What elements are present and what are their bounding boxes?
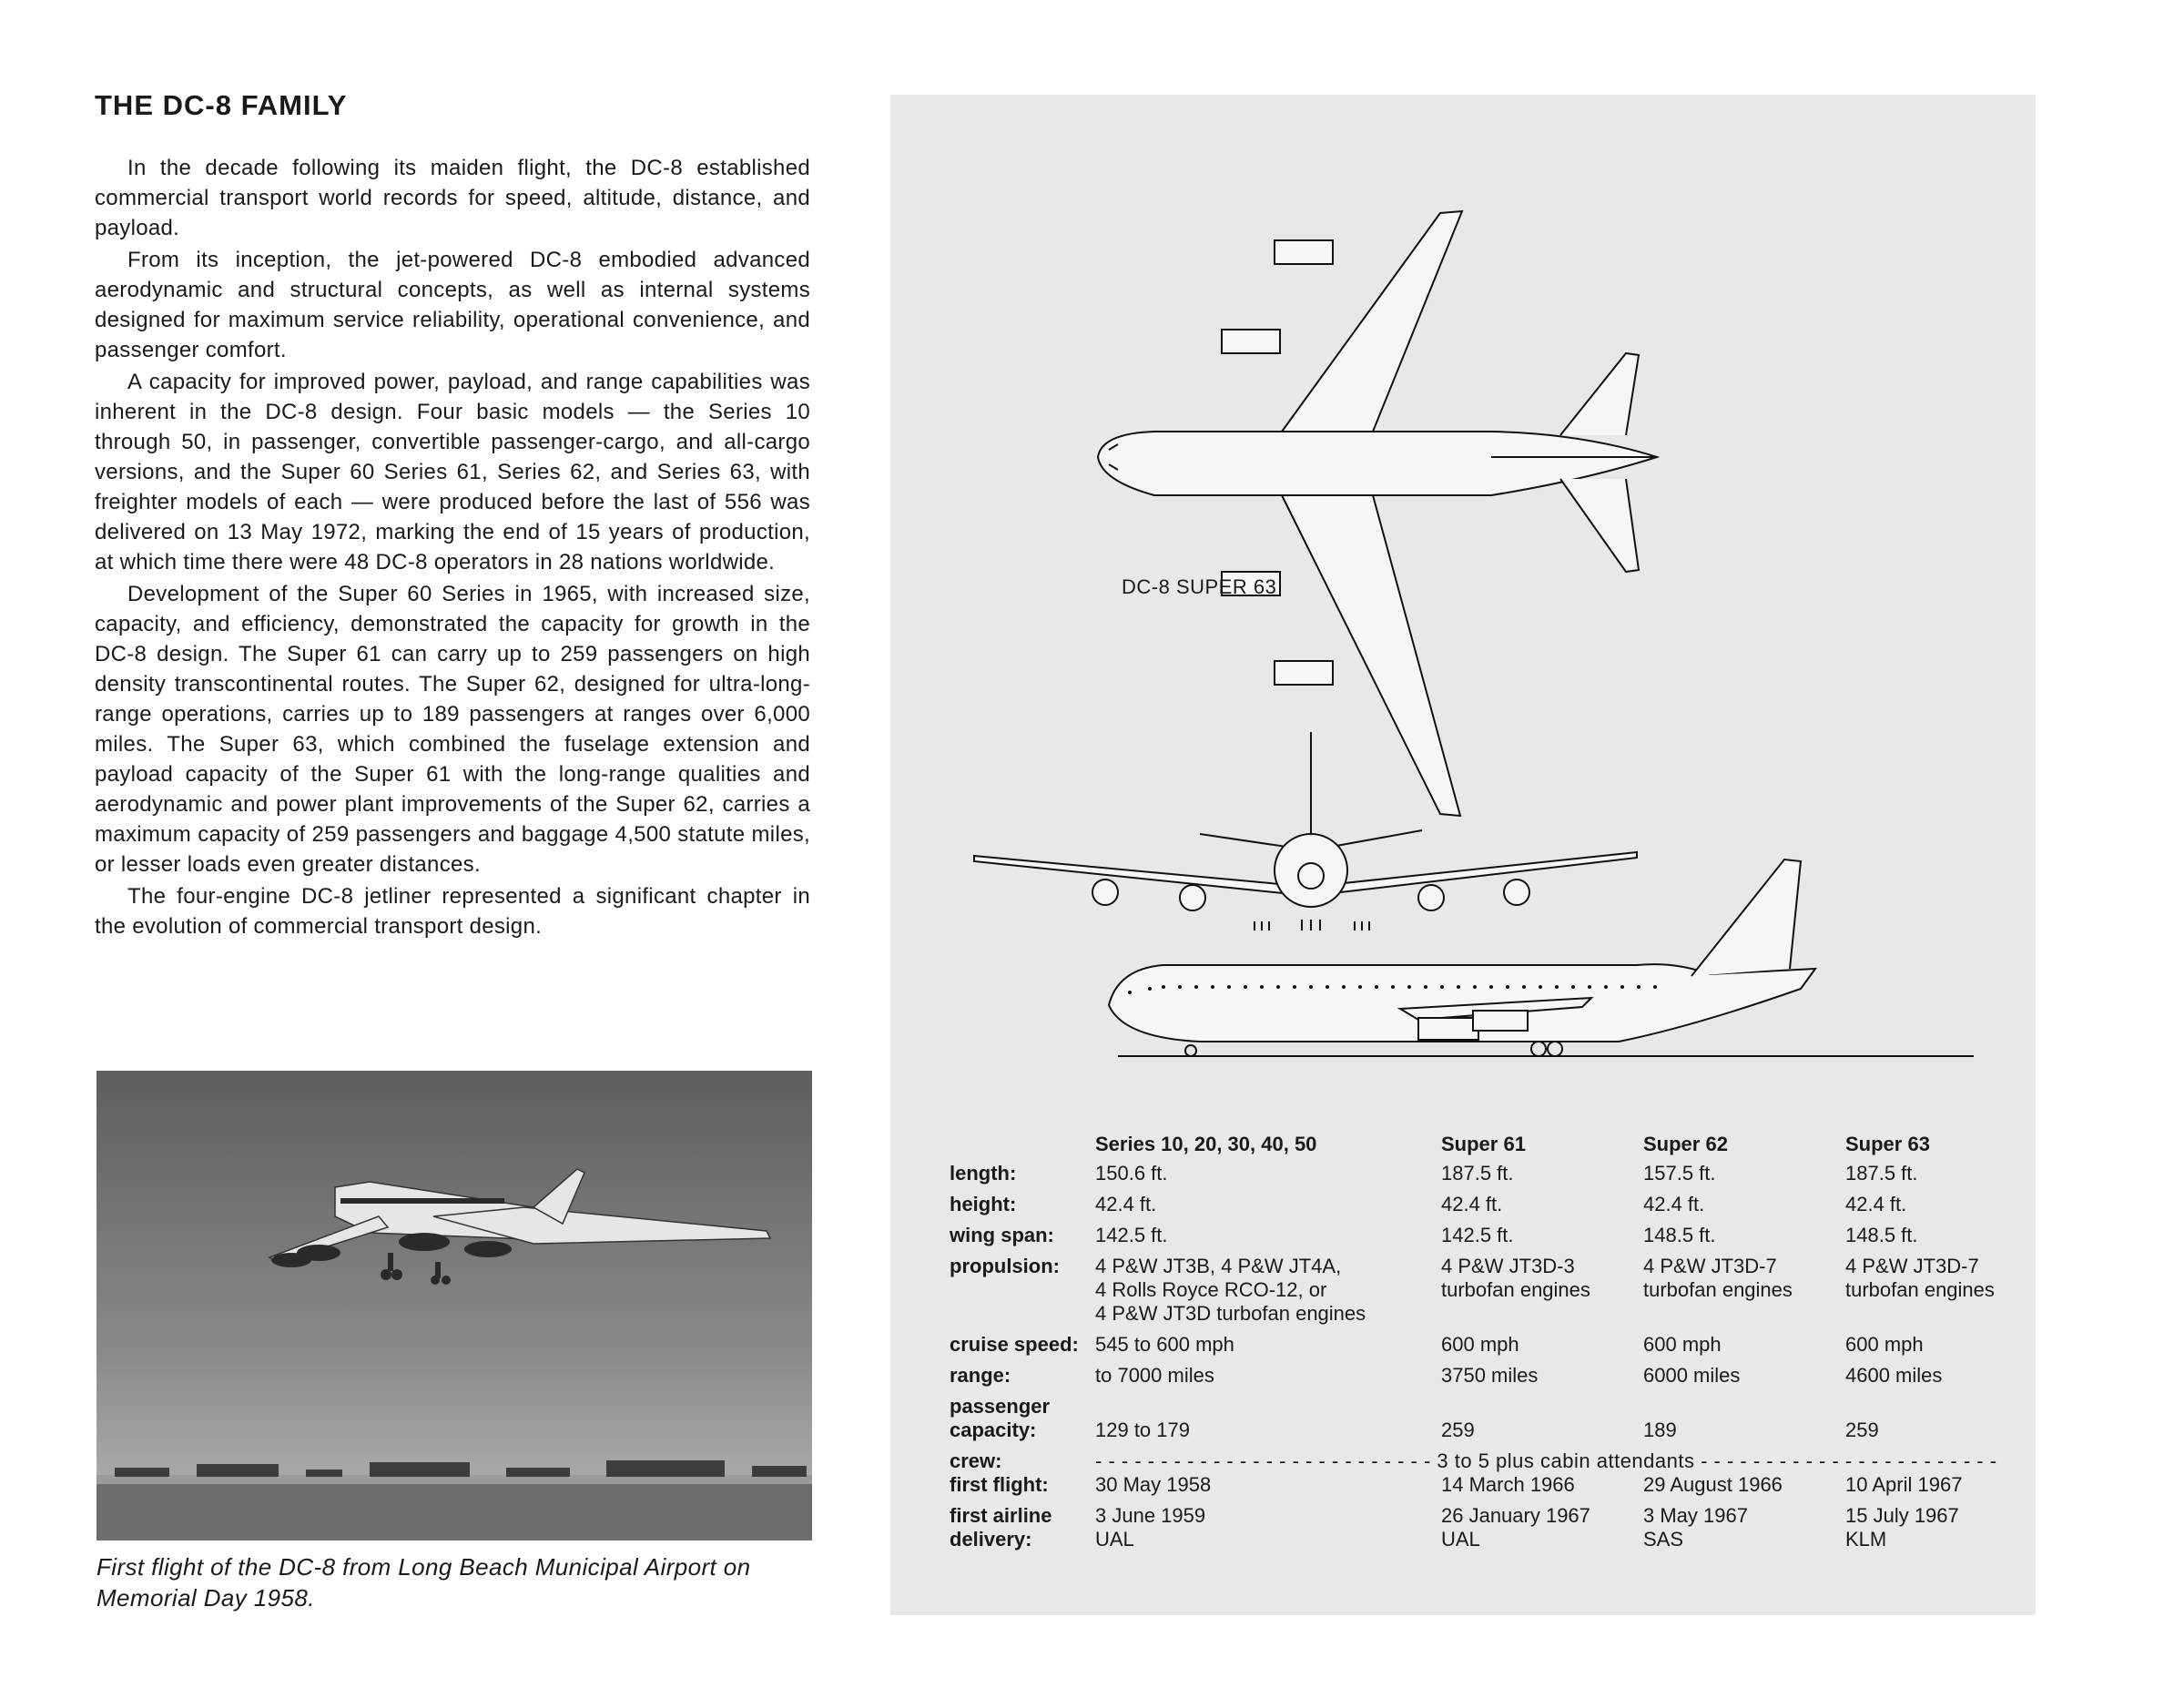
row-label: crew: (950, 1449, 1002, 1472)
spec-row (950, 1333, 2027, 1364)
spec-cell: 129 to 179 (1095, 1419, 1190, 1441)
spec-cell: 600 mph (1643, 1333, 1722, 1356)
row-label: cruise speed: (950, 1333, 1079, 1356)
spec-row (950, 1193, 2027, 1224)
spec-cell: 545 to 600 mph (1095, 1333, 1234, 1356)
row-label: height: (950, 1193, 1017, 1215)
spec-header-row (950, 1133, 2027, 1162)
spec-row (950, 1255, 2027, 1333)
row-label: first flight: (950, 1473, 1049, 1496)
spec-rows (950, 1162, 2027, 1449)
spec-cell: 148.5 ft. (1643, 1224, 1716, 1246)
spec-row (950, 1162, 2027, 1193)
spec-cell: 4 P&W JT3D-7 turbofan engines (1845, 1255, 1995, 1301)
spec-row (950, 1364, 2027, 1395)
spec-cell: 600 mph (1441, 1333, 1519, 1356)
row-label: range: (950, 1364, 1011, 1387)
article-column (95, 89, 810, 943)
crew-value: - - - - - - - - - - - - - - - - - - - - - - - - - - 3 to 5 plus cabin attendants - - - - - - - - - - - - - - - - - - - - - - - (1095, 1449, 1997, 1472)
col-header-super62: Super 62 (1643, 1133, 1728, 1155)
spec-cell: to 7000 miles (1095, 1364, 1214, 1387)
engine-2 (1222, 330, 1280, 353)
spec-cell: 26 January 1967 UAL (1441, 1504, 1590, 1551)
side-engine-1 (1418, 1018, 1478, 1040)
spec-cell: 148.5 ft. (1845, 1224, 1918, 1246)
spec-cell: 259 (1845, 1419, 1879, 1441)
spec-cell: 187.5 ft. (1845, 1162, 1918, 1185)
spec-cell: 150.6 ft. (1095, 1162, 1168, 1185)
spec-cell: 3 June 1959 UAL (1095, 1504, 1206, 1551)
spec-cell: 189 (1643, 1419, 1677, 1441)
spec-cell: 142.5 ft. (1441, 1224, 1514, 1246)
row-label: wing span: (950, 1224, 1054, 1246)
spec-cell: 29 August 1966 (1643, 1473, 1783, 1496)
spec-cell: 157.5 ft. (1643, 1162, 1716, 1185)
spec-table (950, 1133, 2027, 1559)
row-label: first airline delivery: (950, 1504, 1052, 1551)
spec-cell: 4 P&W JT3D-7 turbofan engines (1643, 1255, 1793, 1301)
spec-row-crew (950, 1449, 2027, 1473)
spec-cell: 6000 miles (1643, 1364, 1741, 1387)
photo-caption: First flight of the DC-8 from Long Beach Municipal Airport on Memorial Day 1958. (97, 1553, 751, 1612)
engine-1 (1275, 240, 1333, 264)
spec-cell: 15 July 1967 KLM (1845, 1504, 1959, 1551)
drawing-label: DC-8 SUPER 63 (1122, 575, 1277, 598)
spec-cell: 4 P&W JT3D-3 turbofan engines (1441, 1255, 1590, 1301)
top-stab-upper (1560, 353, 1639, 435)
spec-cell: 600 mph (1845, 1333, 1924, 1356)
spec-cell: 42.4 ft. (1095, 1193, 1157, 1215)
spec-cell: 3750 miles (1441, 1364, 1539, 1387)
spec-cell: 42.4 ft. (1845, 1193, 1907, 1215)
spec-cell: 187.5 ft. (1441, 1162, 1514, 1185)
front-engine-1 (1092, 880, 1118, 905)
spec-panel (890, 95, 2036, 1615)
side-engine-2 (1473, 1011, 1528, 1031)
paragraph-2: From its inception, the jet-powered DC-8 embodied advanced aerodynamic and structural concepts, as well as internal systems designed for maximum service reliability, operational convenience, and passenger comfort. (95, 248, 810, 362)
row-label: passenger capacity: (950, 1395, 1051, 1441)
top-wing-lower (1282, 495, 1460, 816)
spec-row (950, 1224, 2027, 1255)
spec-row (950, 1504, 2027, 1559)
spec-cell: 42.4 ft. (1441, 1193, 1503, 1215)
side-fin (1691, 859, 1801, 976)
front-engine-3 (1418, 885, 1444, 910)
spec-cell: 30 May 1958 (1095, 1473, 1212, 1496)
paragraph-1: In the decade following its maiden flight, the DC-8 established commercial transport world records for speed, altitude, distance, and payload. (95, 156, 810, 240)
paragraph-3: A capacity for improved power, payload, and range capabilities was inherent in the DC-8 design. Four basic models — the Series 10 through 50, in passenger, convertible passenger-cargo, and all-cargo versions, and the Super 60 Series 61, Series 62, and Series 63, with freighter models of each — were produced before the last of 556 was delivered on 13 May 1972, marking the end of 15 years of production, at which time there were 48 DC-8 operators in 28 nations worldwide. (95, 370, 810, 575)
front-engine-4 (1504, 880, 1529, 905)
spec-cell: 259 (1441, 1419, 1475, 1441)
spec-rows-delivery (950, 1473, 2027, 1559)
front-engine-2 (1180, 885, 1205, 910)
article-title: THE DC-8 FAMILY (95, 89, 348, 121)
spec-cell: 4 P&W JT3B, 4 P&W JT4A, 4 Rolls Royce RCO-12, or 4 P&W JT3D turbofan engines (1095, 1255, 1366, 1325)
col-header-series: Series 10, 20, 30, 40, 50 (1095, 1133, 1317, 1155)
spec-cell: 42.4 ft. (1643, 1193, 1705, 1215)
three-view-drawing (890, 95, 2036, 1124)
engine-4 (1275, 661, 1333, 685)
spec-cell: 14 March 1966 (1441, 1473, 1575, 1496)
spec-cell: 4600 miles (1845, 1364, 1943, 1387)
front-fuselage (1275, 834, 1347, 907)
col-header-super61: Super 61 (1441, 1133, 1526, 1155)
col-header-super63: Super 63 (1845, 1133, 1930, 1155)
row-label: propulsion: (950, 1255, 1060, 1277)
spec-row (950, 1473, 2027, 1504)
row-label: length: (950, 1162, 1017, 1185)
paragraph-5: The four-engine DC-8 jetliner represented a significant chapter in the evolution of commercial transport design. (95, 884, 810, 939)
spec-cell: 10 April 1967 (1845, 1473, 1963, 1496)
first-flight-photo (97, 1071, 812, 1541)
spec-cell: 142.5 ft. (1095, 1224, 1168, 1246)
paragraph-4: Development of the Super 60 Series in 1965, with increased size, capacity, and efficiency, demonstrated the capacity for growth in the DC-8 design. The Super 61 can carry up to 259 passengers on high density transcontinental routes. The Super 62, designed for ultra-long-range operations, carries up to 189 passengers at ranges over 6,000 miles. The Super 63, which combined the fuselage extension and payload capacity of the Super 61 with the long-range qualities and aerodynamic and power plant improvements of the Super 62, carries a maximum capacity of 259 passengers and baggage 4,500 statute miles, or lesser loads even greater distances. (95, 582, 810, 877)
top-stab-lower (1560, 479, 1639, 572)
spec-row (950, 1395, 2027, 1449)
spec-cell: 3 May 1967 SAS (1643, 1504, 1748, 1551)
